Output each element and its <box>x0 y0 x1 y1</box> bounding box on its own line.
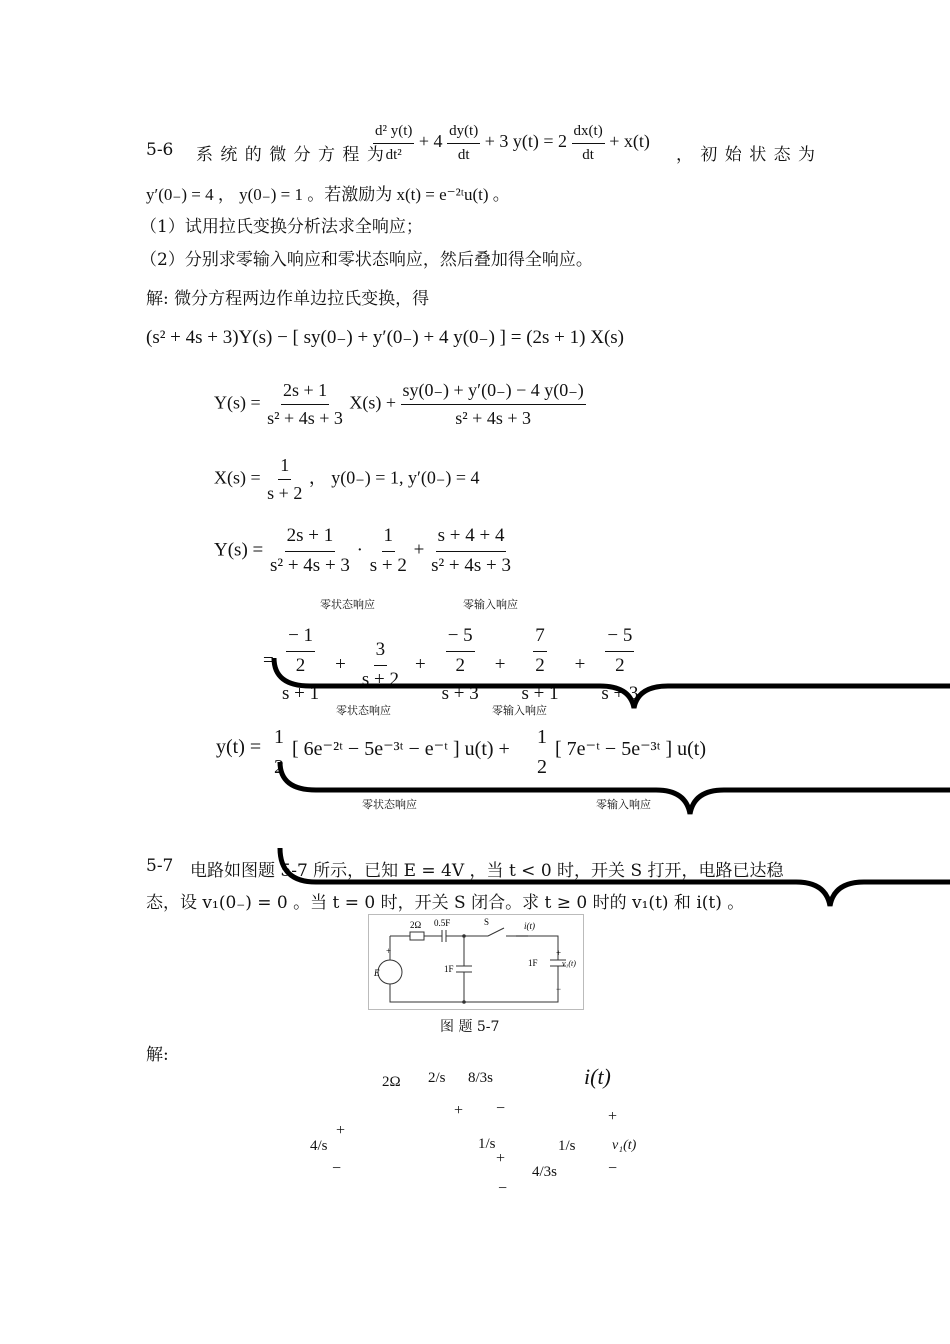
pf-term-2: $\frac{3}{s + 2}$ <box>360 636 401 694</box>
problem-5-6-lead: 系 统 的 微 分 方 程 为 <box>196 145 385 165</box>
fig-capacitor-label-2: 1F <box>444 964 454 974</box>
fig-source-plus: + <box>386 946 392 956</box>
figure-caption: 图 题 5-7 <box>440 1019 500 1035</box>
problem-5-7-line-2: 态，设 v₁(0₋) = 0 。当 t = 0 时，开关 S 闭合。求 t ≥ 0 时的 v₁(t) 和 i(t) 。 <box>146 893 745 913</box>
question-2: （2）分别求零输入响应和零状态响应，然后叠加得全响应。 <box>140 250 593 270</box>
sd-minus-1: − <box>496 1100 506 1117</box>
sd-source-2: 4/3s <box>532 1164 558 1180</box>
sd-plus-2: + <box>496 1150 506 1167</box>
fig-capacitor-label-3: 1F <box>528 958 538 968</box>
sd-plus-src: + <box>336 1122 346 1139</box>
problem-5-6-number: 5-6 <box>146 140 174 160</box>
label-zero-state-1: 零状态响应 <box>320 598 375 611</box>
differential-equation: $\frac{\text{d² y(t)}}{\text{dt²}}$ + 4 $\frac{dy(t)}{dt}$ + 3 y(t) = 2 $\frac{dx(t)}{dt}$ + x(t) <box>373 120 650 166</box>
solution-5-7-label: 解: <box>146 1045 169 1065</box>
sd-impedance-2: 1/s <box>478 1136 496 1152</box>
sd-minus-out: − <box>608 1160 618 1177</box>
fig-voltage-plus: + <box>556 948 562 958</box>
laplace-equation: (s² + 4s + 3)Y(s) − [ sy(0₋) + y′(0₋) + 4 y(0₋) ] = (2s + 1) X(s) <box>146 327 624 348</box>
circuit-figure <box>368 914 584 1010</box>
sd-plus-1: + <box>454 1102 464 1119</box>
fig-voltage-minus: − <box>556 984 562 994</box>
yt-part-2: [ 7e⁻ᵗ − 5e⁻³ᵗ ] u(t) <box>555 738 706 760</box>
fig-current-label: i(t) <box>524 921 535 931</box>
sd-output: v₁(t) <box>612 1138 637 1153</box>
problem-5-7-line-1: 电路如图题 5-7 所示，已知 E = 4V ，当 t < 0 时，开关 S 打开，电路已达稳 <box>190 861 784 881</box>
partial-fractions: − 1 2 s + 1 + $\frac{3}{s + 2}$ + − 5 2 s + 3 + 7 2 s + 1 + − 5 2 s + 3 <box>280 622 640 709</box>
ys-substituted: Y(s) = $\frac{2s + 1}{\text{s² + 4s + 3}}$ · $\frac{1}{s + 2}$ + $\frac{s + 4 + 4}{\text{s² + 4s + 3}}$ <box>214 522 513 580</box>
problem-5-7-number: 5-7 <box>146 856 174 876</box>
fig-resistor-label: 2Ω <box>410 920 422 930</box>
sd-source-main: 4/s <box>310 1138 328 1154</box>
sd-impedance-1: 2/s <box>428 1070 446 1086</box>
pf-term-3: − 5 2 s + 3 <box>440 622 481 709</box>
pf-term-5: − 5 2 s + 3 <box>599 622 640 709</box>
pf-term-4: 7 2 s + 1 <box>519 622 560 709</box>
label-zero-input-2: 零输入响应 <box>492 704 547 717</box>
fig-capacitor-label-1: 0.5F <box>434 918 451 928</box>
label-zero-input-1: 零输入响应 <box>463 598 518 611</box>
yt-lhs: y(t) = <box>216 736 262 758</box>
label-zero-state-3: 零状态响应 <box>362 798 417 811</box>
yt-half-2: 1 2 <box>537 726 547 778</box>
yt-half-1: 1 2 <box>274 726 284 778</box>
sd-minus-src: − <box>332 1160 342 1177</box>
fig-voltage-label: v₁(t) <box>562 959 576 968</box>
sd-impedance-3: 1/s <box>558 1138 576 1154</box>
pf-term-1: − 1 2 s + 1 <box>280 622 321 709</box>
question-1: （1）试用拉氏变换分析法求全响应； <box>140 217 423 237</box>
xs-expression: X(s) = $\frac{1}{s + 2}$ ， y(0₋) = 1, y′(0₋) = 4 <box>214 452 480 507</box>
fig-source-label: E <box>374 968 380 978</box>
sd-source-1: 8/3s <box>468 1070 494 1086</box>
equals-sign: = <box>263 650 274 671</box>
problem-5-6-lead-tail: ， 初 始 状 态 为 <box>676 145 817 165</box>
ys-expression: Y(s) = $\frac{2s + 1}{\text{s² + 4s + 3}}$ X(s) + $\frac{sy(0_-) + y'(0_-) - 4 y(0_-)}{\text{s² + 4s + 3}}$ <box>214 377 586 432</box>
label-zero-state-2: 零状态响应 <box>336 704 391 717</box>
solution-intro: 解: 微分方程两边作单边拉氏变换，得 <box>146 289 430 309</box>
brace-3 <box>276 846 950 912</box>
initial-state: y′(0₋) = 4 ， y(0₋) = 1 。若激励为 x(t) = e⁻²ᵗu(t) 。 <box>146 185 510 204</box>
sd-minus-2: − <box>498 1180 508 1197</box>
yt-part-1: [ 6e⁻²ᵗ − 5e⁻³ᵗ − e⁻ᵗ ] u(t) + <box>292 738 510 760</box>
sd-resistor: 2Ω <box>382 1074 401 1090</box>
sd-plus-out: + <box>608 1108 618 1125</box>
sd-current: i(t) <box>584 1064 611 1089</box>
fig-switch-label: S <box>484 917 490 927</box>
label-zero-input-3: 零输入响应 <box>596 798 651 811</box>
